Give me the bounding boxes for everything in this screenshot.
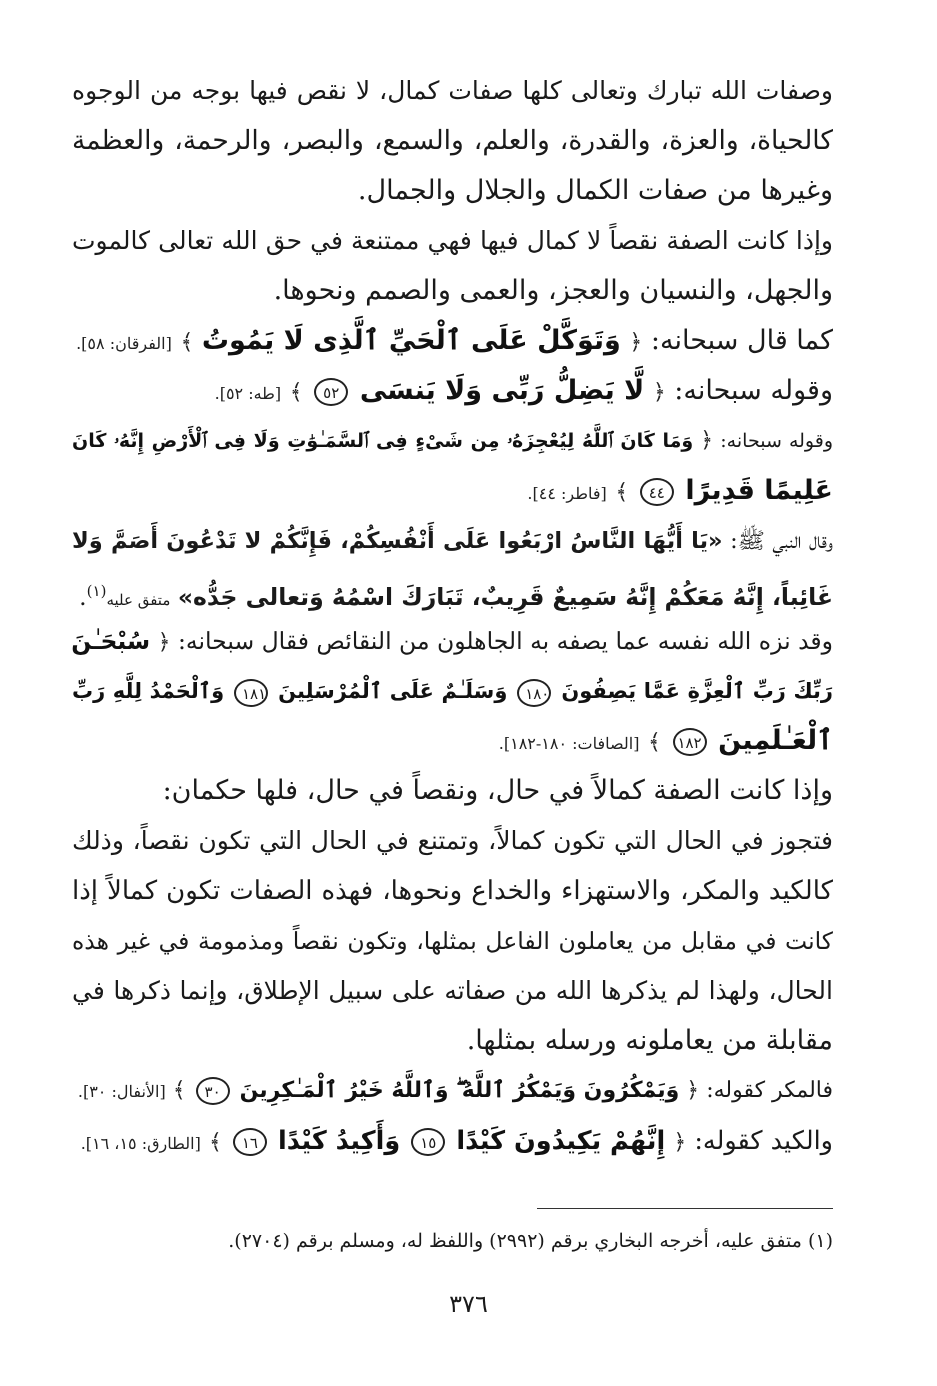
ornate-bracket-open-icon: ﴿	[629, 330, 643, 355]
body-line: والجهل، والنسيان والعجز، والعمى والصمم ونحوها.	[273, 275, 833, 306]
ayah-text: وَمَا كَانَ ٱللَّهُ لِيُعْجِزَهُۥ مِن شَىْءٍ فِى ٱلسَّمَـٰوَٰتِ وَلَا فِى ٱلْأَرْضِ إِنَّهُۥ كَانَ	[72, 430, 694, 452]
body-line: وإذا كانت الصفة نقصاً لا كمال فيها فهي ممتنعة في حق الله تعالى كالموت	[72, 226, 833, 255]
quote-intro: وقوله سبحانه:	[674, 375, 833, 406]
hadith-line: غَائِباً، إِنَّهُ مَعَكُمْ إِنَّهُ سَمِيعٌ قَرِيبٌ، تَبَارَكَ اسْمُهُ وَتعالى جَدُّه» متفق عليه$^{(١)}$.	[79, 582, 833, 611]
ayah-text: إِنَّهُمْ يَكِيدُونَ كَيْدًا	[456, 1126, 666, 1156]
body-line: كالكيد والمكر، والاستهزاء والخداع ونحوها، فهذه الصفات تكون كمالاً إذا	[72, 876, 833, 906]
ornate-bracket-open-icon: ﴿	[157, 630, 171, 655]
body-line: وغيرها من صفات الكمال والجلال والجمال.	[357, 175, 833, 206]
ornate-bracket-close-icon: ﴾	[172, 1078, 186, 1103]
footnote-marker: (١)	[86, 582, 107, 600]
ayah-text: وَسَلَـٰمٌ عَلَى ٱلْمُرْسَلِينَ	[278, 679, 508, 703]
ayah-number-badge: ١٨٢	[673, 728, 707, 756]
ayah-number-badge: ١٨١	[234, 679, 268, 707]
body-line: مقابلة من يعاملونه ورسله بمثلها.	[466, 1025, 833, 1056]
body-line: كانت في مقابل من يعاملون الفاعل بمثلها، وتكون نقصاً ومذمومة في غير هذه	[72, 927, 833, 955]
hadith-line	[72, 516, 833, 566]
ayah-text: وَيَمْكُرُونَ وَيَمْكُرُ ٱللَّهُ ۖ وَٱللَّهُ خَيْرُ ٱلْمَـٰكِرِينَ	[239, 1078, 680, 1103]
example-line	[72, 1116, 833, 1166]
ayah-text: رَبِّكَ رَبِّ ٱلْعِزَّةِ عَمَّا يَصِفُونَ	[561, 679, 834, 703]
ornate-bracket-open-icon: ﴿	[652, 380, 666, 405]
surah-reference: [الصافات: ١٨٠-١٨٢].	[498, 734, 640, 753]
body-line: كالحياة، والعزة، والقدرة، والعلم، والسمع، والبصر، والرحمة، والعظمة	[72, 125, 833, 156]
example-intro: فالمكر كقوله:	[706, 1078, 833, 1103]
quote-intro: وقوله سبحانه:	[720, 430, 834, 452]
tanzih-line	[72, 666, 833, 716]
ornate-bracket-open-icon: ﴿	[700, 428, 714, 453]
ornate-bracket-close-icon: ﴾	[615, 480, 629, 505]
ayah-text: لَّا يَضِلُّ رَبِّى وَلَا يَنسَى	[359, 375, 645, 406]
tanzih-line	[72, 616, 833, 666]
ornate-bracket-close-icon: ﴾	[648, 730, 661, 755]
example-intro: والكيد كقوله:	[694, 1126, 833, 1156]
ayah-text: وَٱلْحَمْدُ لِلَّهِ رَبِّ	[72, 679, 225, 703]
quote-intro: كما قال سبحانه:	[650, 325, 833, 356]
body-line: وصفات الله تبارك وتعالى كلها صفات كمال، لا نقص فيها بوجه من الوجوه	[72, 76, 833, 105]
hadith-intro: وقال النبي ﷺ:	[730, 528, 833, 554]
ayah-text: ٱلْعَـٰلَمِينَ	[718, 725, 833, 756]
ayah-number-badge: ١٥	[411, 1128, 445, 1156]
surah-reference: [الطارق: ١٥، ١٦].	[80, 1134, 201, 1153]
ayah-number-badge: ١٨٠	[517, 679, 551, 707]
ornate-bracket-open-icon: ﴿	[673, 1130, 687, 1155]
body-line: وإذا كانت الصفة كمالاً في حال، ونقصاً في حال، فلها حكمان:	[162, 775, 833, 806]
example-line	[72, 1066, 833, 1116]
tanzih-line	[72, 716, 833, 766]
quote-line	[72, 416, 833, 466]
hadith-text: «يَا أَيُّهَا النَّاسُ ارْبَعُوا عَلَى أَنْفُسِكُمْ، فَإِنَّكُمْ لا تَدْعُونَ أَصَمَّ وَلا	[72, 528, 723, 554]
ayah-number-badge: ٤٤	[640, 478, 674, 506]
quote-line	[72, 366, 833, 416]
footnote: (١) متفق عليه، أخرجه البخاري برقم (٢٩٩٢) واللفظ له، ومسلم برقم (٢٧٠٤).	[228, 1230, 833, 1252]
ornate-bracket-open-icon: ﴿	[686, 1078, 700, 1103]
surah-reference: [الفرقان: ٥٨].	[76, 334, 172, 353]
ayah-text: عَلِيمًا قَدِيرًا	[685, 475, 833, 506]
ayah-text: وَتَوَكَّلْ عَلَى ٱلْحَيِّ ٱلَّذِى لَا يَمُوتُ	[201, 325, 621, 356]
hadith-text: غَائِباً، إِنَّهُ مَعَكُمْ إِنَّهُ سَمِيعٌ قَرِيبٌ، تَبَارَكَ اسْمُهُ وَتعالى جَدُّه»	[177, 582, 833, 611]
ayah-number-badge: ٣٠	[196, 1077, 230, 1105]
ayah-number-badge: ٥٢	[314, 378, 348, 406]
tanzih-intro: وقد نزه الله نفسه عما يصفه به الجاهلون من النقائص فقال سبحانه:	[177, 627, 833, 655]
quote-line	[72, 316, 833, 366]
surah-reference: [طه: ٥٢].	[214, 384, 282, 403]
quote-line	[72, 466, 833, 516]
ornate-bracket-close-icon: ﴾	[208, 1130, 222, 1155]
body-line: فتجوز في الحال التي تكون كمالاً، وتمتنع في الحال التي تكون نقصاً، وذلك	[72, 826, 833, 855]
ayah-text: وَأَكِيدُ كَيْدًا	[278, 1126, 401, 1156]
ayah-number-badge: ١٦	[233, 1128, 267, 1156]
body-line: الحال، ولهذا لم يذكرها الله من صفاته على سبيل الإطلاق، وإنما ذكرها في	[72, 976, 833, 1005]
ornate-bracket-close-icon: ﴾	[180, 330, 194, 355]
footnote-divider	[537, 1208, 833, 1209]
page-number: ٣٧٦	[449, 1290, 488, 1318]
surah-reference: [فاطر: ٤٤].	[527, 484, 607, 503]
ornate-bracket-close-icon: ﴾	[289, 380, 303, 405]
surah-reference: [الأنفال: ٣٠].	[77, 1082, 166, 1101]
ayah-text: سُبْحَـٰنَ	[71, 627, 151, 655]
hadith-grading: متفق عليه	[106, 590, 171, 609]
